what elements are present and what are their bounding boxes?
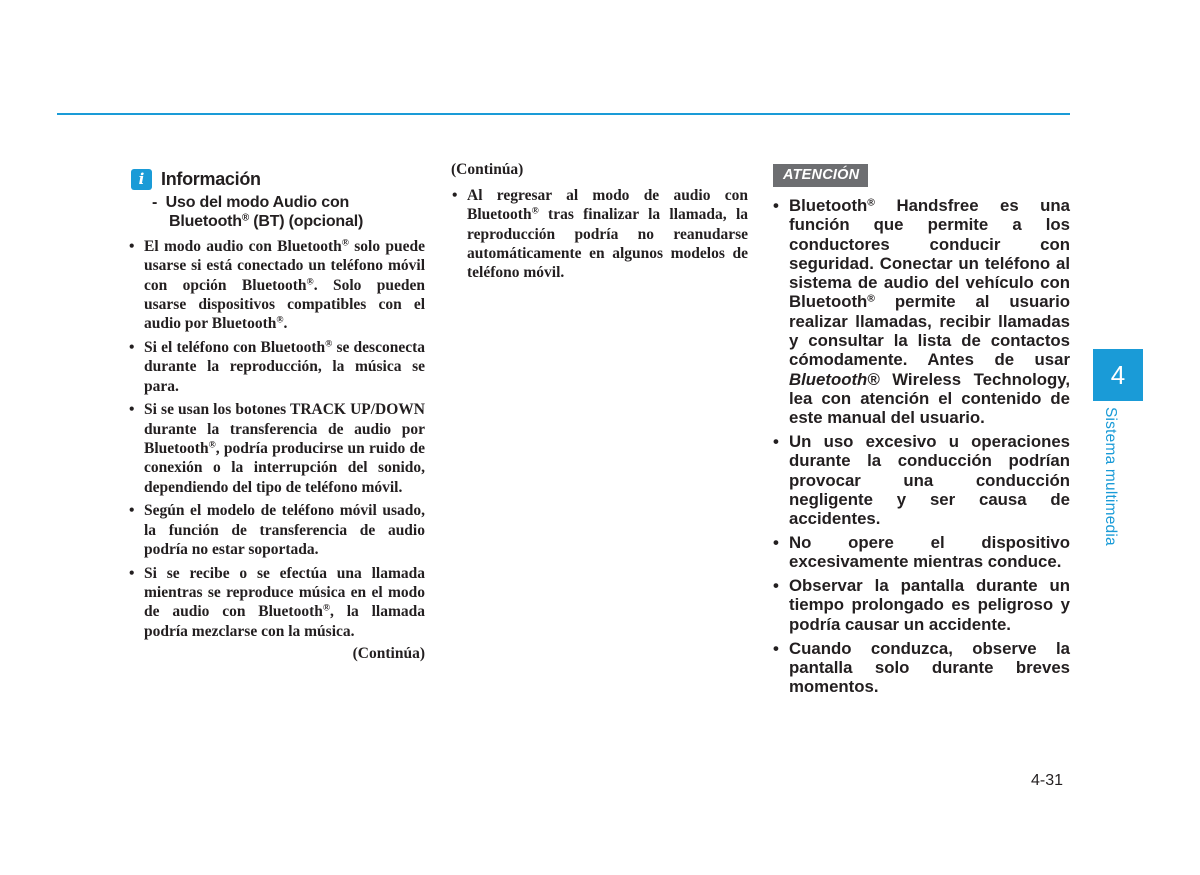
information-heading bbox=[128, 168, 425, 190]
chapter-tab: 4 bbox=[1093, 349, 1143, 401]
list-item: • No opere el dispositivo excesivamente mientras conduce. bbox=[773, 533, 1070, 572]
list-item: • Bluetooth® Handsfree es una función que permite a los conductores conducir con seguridad. Conectar un teléfono al sistema de audio del vehículo con Bluetooth® permite al usuario realizar llamadas, recibir llamadas y consultar la lista de contactos cómodamente. Antes de usar Bluetooth® Wireless Technology, lea con atención el contenido de este manual del usuario. bbox=[773, 196, 1070, 428]
information-section bbox=[128, 168, 425, 663]
list-item: • Según el modelo de teléfono móvil usado, la función de transferencia de audio podría no estar soportada. bbox=[128, 501, 425, 559]
header-rule bbox=[57, 113, 1070, 115]
caution-badge: ATENCIÓN bbox=[773, 164, 868, 187]
continued-label: (Continúa) bbox=[451, 161, 524, 178]
caution-section bbox=[773, 164, 1070, 701]
list-item: • Al regresar al modo de audio con Bluetooth® tras finalizar la llamada, la reproducción podría no reanudarse automáticamente en algunos modelos de teléfono móvil. bbox=[451, 186, 748, 282]
info-icon: i bbox=[131, 169, 152, 190]
list-item: • El modo audio con Bluetooth® solo puede usarse si está conectado un teléfono móvil con opción Bluetooth®. Solo pueden usarse dispositivos compatibles con el audio por Bluetooth®. bbox=[128, 237, 425, 333]
list-item: • Si se usan los botones TRACK UP/DOWN durante la transferencia de audio por Bluetooth®, podría producirse un ruido de conexión o la interrupción del sonido, dependiendo del tipo de teléfono móvil. bbox=[128, 400, 425, 496]
information-list bbox=[128, 237, 425, 641]
section-label: Sistema multimedia bbox=[1102, 407, 1119, 546]
list-item: • Cuando conduzca, observe la pantalla solo durante breves momentos. bbox=[773, 639, 1070, 697]
list-item: • Observar la pantalla durante un tiempo prolongado es peligroso y podría causar un accidente. bbox=[773, 576, 1070, 634]
continued-list bbox=[451, 186, 748, 282]
information-title: Información bbox=[161, 168, 261, 189]
continued-section bbox=[451, 160, 748, 287]
continues-label: (Continúa) bbox=[352, 645, 425, 663]
list-item: • Un uso excesivo u operaciones durante la conducción podrían provocar una conducción negligente y ser causa de accidentes. bbox=[773, 432, 1070, 528]
page-number: 4-31 bbox=[1031, 772, 1064, 789]
caution-list bbox=[773, 196, 1070, 696]
information-subtitle: - Uso del modo Audio con Bluetooth® (BT) (opcional) bbox=[152, 194, 364, 230]
list-item: • Si el teléfono con Bluetooth® se desconecta durante la reproducción, la música se para. bbox=[128, 338, 425, 396]
list-item: • Si se recibe o se efectúa una llamada mientras se reproduce música en el modo de audio con Bluetooth®, la llamada podría mezclarse con la música. bbox=[128, 564, 425, 641]
